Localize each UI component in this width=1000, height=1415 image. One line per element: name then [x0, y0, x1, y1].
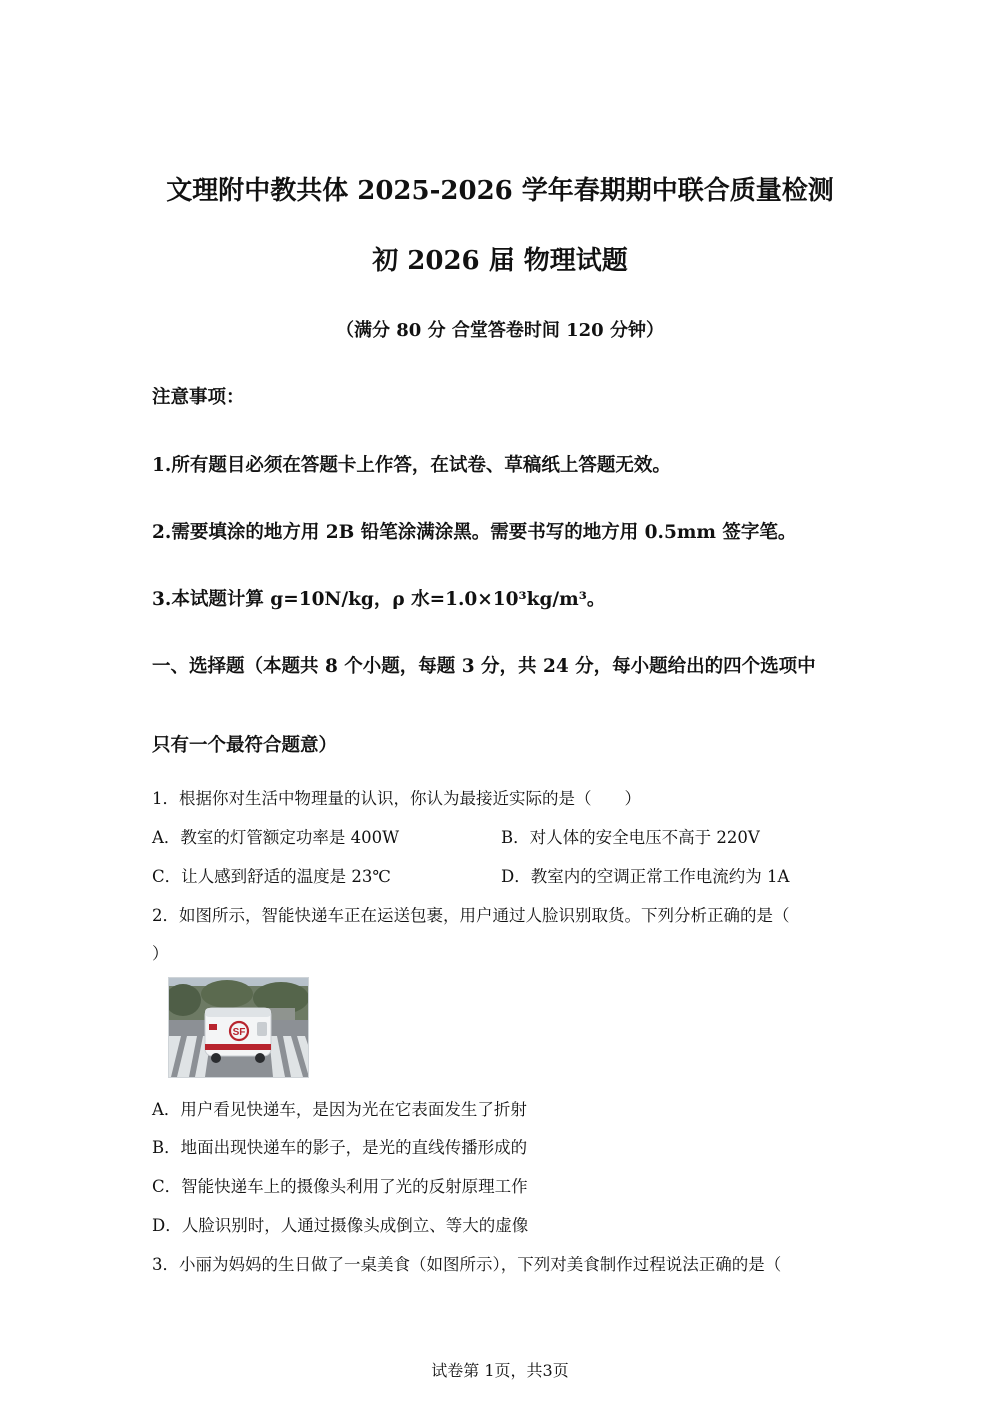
question-2-option-a: A．用户看见快递车，是因为光在它表面发生了折射 — [152, 1100, 527, 1119]
section1-heading-line1: 一、选择题（本题共 8 个小题，每题 3 分，共 24 分，每小题给出的四个选项中 — [152, 656, 816, 677]
delivery-vehicle-illustration — [169, 978, 308, 1077]
note-item-2: 2.需要填涂的地方用 2B 铅笔涂满涂黑。需要书写的地方用 0.5mm 签字笔。 — [152, 522, 797, 543]
section1-heading-line2: 只有一个最符合题意） — [152, 735, 338, 756]
question-1-option-d: D．教室内的空调正常工作电流约为 1A — [501, 867, 790, 886]
note-item-3: 3.本试题计算 g=10N/kg，ρ 水=1.0×10³kg/m³。 — [152, 589, 606, 610]
exam-title-line1: 文理附中教共体 2025-2026 学年春期期中联合质量检测 — [166, 176, 834, 206]
question-2-option-c: C．智能快递车上的摄像头利用了光的反射原理工作 — [152, 1177, 528, 1196]
question-2-stem-line1: 2．如图所示，智能快递车正在运送包裹，用户通过人脸识别取货。下列分析正确的是（ — [152, 906, 790, 925]
question-1-option-b: B．对人体的安全电压不高于 220V — [501, 828, 760, 847]
question-1-stem: 1．根据你对生活中物理量的认识，你认为最接近实际的是（ ） — [152, 789, 641, 808]
question-1-option-c: C．让人感到舒适的温度是 23℃ — [152, 867, 391, 886]
sf-logo-text: SF — [232, 1027, 246, 1038]
question-2-stem-line2: ） — [152, 944, 169, 963]
note-item-1: 1.所有题目必须在答题卡上作答，在试卷、草稿纸上答题无效。 — [152, 455, 671, 476]
question-1-option-a: A．教室的灯管额定功率是 400W — [152, 828, 400, 847]
question-2-option-b: B．地面出现快递车的影子，是光的直线传播形成的 — [152, 1138, 528, 1157]
question-2-option-d: D．人脸识别时，人通过摄像头成倒立、等大的虚像 — [152, 1216, 529, 1235]
question-3-stem: 3．小丽为妈妈的生日做了一桌美食（如图所示），下列对美食制作过程说法正确的是（ — [152, 1255, 782, 1274]
exam-subtitle: （满分 80 分 合堂答卷时间 120 分钟） — [336, 320, 664, 341]
notes-heading: 注意事项： — [152, 387, 245, 408]
exam-title-line2: 初 2026 届 物理试题 — [372, 246, 628, 276]
delivery-vehicle-photo — [168, 977, 309, 1078]
page-footer: 试卷第 1页，共3页 — [431, 1361, 569, 1380]
